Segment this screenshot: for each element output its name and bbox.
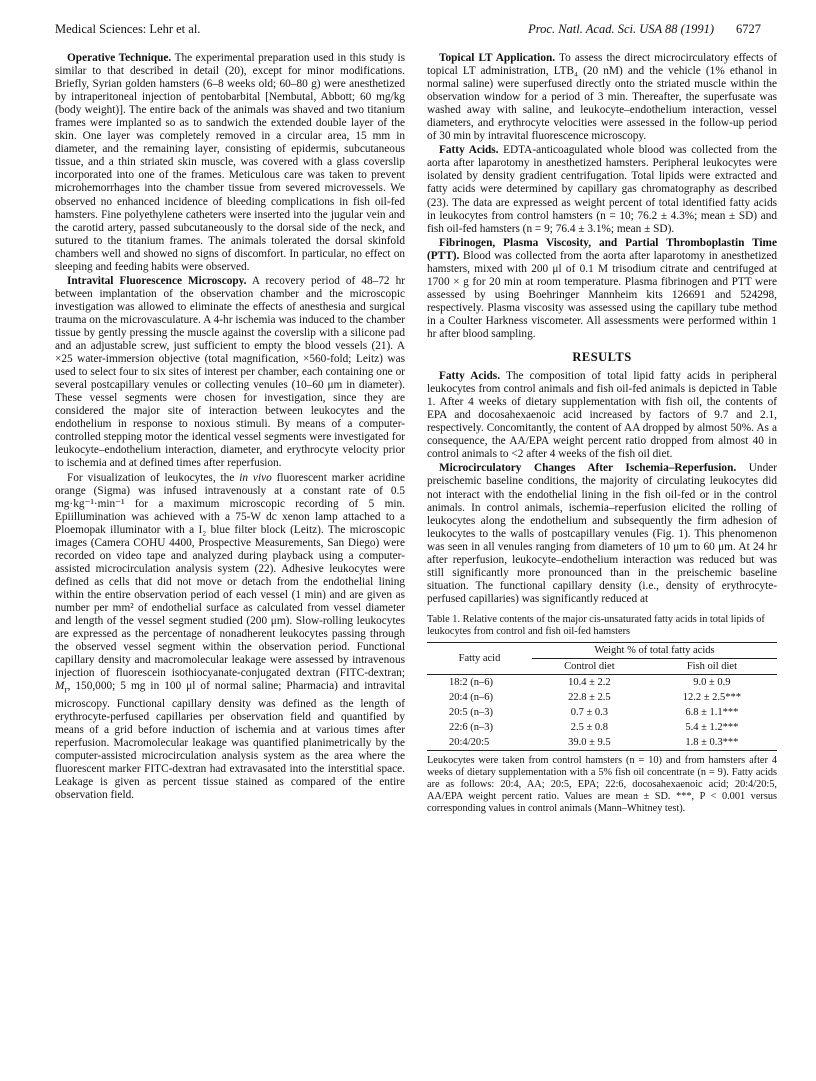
column-header-fatty-acid: Fatty acid <box>458 652 501 664</box>
run-in-heading: Topical LT Application. <box>439 52 556 64</box>
paragraph-text: fluorescent marker acridine orange (Sigma) was infused intravenously at a constant rate of 0.5 mg·kg⁻¹·min⁻¹ for a maximum microscopic recording of 5 min. Epiillumination was achieved with a 75-W dc xenon lamp attached to a Ploemopak illuminator with a I₂ blue filter block (Leitz). The microscopic images (Camera COHU 4400, Prospective Measurements, San Diego) were recorded on video tape and analyzed during playback using a computer-assisted microcirculation analysis system (22). Adhesive leukocytes were defined as cells that did not move or detach from the endothelial lining within the entire observation period of each vessel (1 min) and are given as number per mm² of endothelial surface as calculated from vessel diameter and length of the vessel segment studied (200 μm). Slow-rolling leukocytes are expressed as the percentage of nonadherent leukocytes passing through the observed vessel segment within the observation period. Functional capillary density and macromolecular leakage were assessed by intravenous injection of fluorescein isothiocyanate-conjugated dextran (FITC-dextran; <box>55 471 405 680</box>
paragraph-topical-lt <box>427 52 777 143</box>
page-number: 6727 <box>736 22 761 36</box>
cell-control: 0.7 ± 0.3 <box>570 707 609 719</box>
cell-fatty-acid: 22:6 (n–3) <box>449 722 494 734</box>
paragraph-operative-technique <box>55 52 405 274</box>
cell-control: 10.4 ± 2.2 <box>568 677 611 689</box>
cell-control: 22.8 ± 2.5 <box>568 692 611 704</box>
run-in-heading: Fatty Acids. <box>439 370 501 383</box>
running-head-left: Medical Sciences: Lehr et al. <box>55 22 201 36</box>
table-footnote: Leukocytes were taken from control hamsters (n = 10) and from hamsters after 4 weeks of dietary supplementation with a 5% fish oil concentrate (n = 9). Fatty acids are as follows: 20:4, AA; 20:5, EPA; 22:6, docosahexaenoic acid; 20:4/20:5, AA/EPA weight percent ratio. Values are mean ± SD. ***, P < 0.001 versus corresponding values in control animals (Mann–Whitney test). <box>427 755 777 815</box>
run-in-heading: Microcirculatory Changes After Ischemia–Reperfusion. <box>439 462 737 475</box>
table-caption: Table 1. Relative contents of the major cis-unsaturated fatty acids in total lipids of leukocytes from control and fish oil-fed hamsters <box>427 613 765 637</box>
cell-fish-oil: 5.4 ± 1.2*** <box>685 722 739 734</box>
paragraph-text: The composition of total lipid fatty acids in peripheral leukocytes from control animals and fish oil-fed animals is depicted in Table 1. After 4 weeks of dietary supplementation with fish oil, the contents of EPA and docosahexaenoic acid increased by factors of 9.7 and 2.1, respectively. Concomitantly, the content of AA dropped by almost 50%. As a consequence, the AA/EPA weight percent ratio dropped from almost 40 in control animals to <2 after 4 weeks of the fish oil diet. <box>427 370 777 461</box>
run-in-heading: Fibrinogen, Plasma Viscosity, and Partial Thromboplastin Time (PTT). <box>427 236 777 262</box>
column-group-header: Weight % of total fatty acids <box>532 642 777 658</box>
paragraph-text: To assess the direct microcirculatory effects of topical LT administration, LTB₄ (20 nM) and the vehicle (1% ethanol in normal saline) were superfused directly onto the striated muscle within the observation window for a period of 3 min. Thereafter, the superfusate was washed away with saline, and leukocyte–endothelium interaction, vessel diameters, and erythrocyte velocities were assessed in the follow-up period of 30 min by intravital fluorescence microscopy. <box>427 52 777 143</box>
paragraph-text: , 150,000; 5 mg in 100 μl of normal saline; Pharmacia) and intravital microscopy. Functional capillary density was defined as the length of erythrocyte-perfused capillaries per observation field and quantified by means of a grid before induction of ischemia and at various times after reperfusion. Macromolecular leakage was quantified planimetrically by the computer-assisted microcirculation analysis system as the area where the fluorescent marker FITC-dextran had extravasated into the interstitial space. Leakage is given as percent tissue stained as compared of the entire observation field. <box>55 680 405 801</box>
page-header <box>55 22 761 38</box>
paragraph-text: Blood was collected from the aorta after laparotomy in anesthetized hamsters, mixed with 200 μl of 0.1 M trisodium citrate and centrifuged at 1700 × g for 20 min at room temperature. Plasma fibrinogen and PTT were assessed by using Boehringer Mannheim kits 126691 and 524298, respectively. Plasma viscosity was assessed using the capillary tube method in a Coulter Harkness viscometer. All assessments were performed within 1 hr after blood sampling. <box>427 249 778 340</box>
cell-fish-oil: 6.8 ± 1.1*** <box>685 707 739 719</box>
run-in-heading: Fatty Acids. <box>439 144 499 157</box>
running-head-right <box>528 22 761 37</box>
section-heading-results: RESULTS <box>572 350 632 365</box>
paragraph-leukocyte-visualization <box>55 472 405 802</box>
table-row <box>427 690 777 705</box>
run-in-heading: Intravital Fluorescence Microscopy. <box>67 274 247 287</box>
cell-fatty-acid: 20:4/20:5 <box>449 737 490 749</box>
paragraph-microcirculatory-changes <box>427 462 777 606</box>
table-row <box>427 675 777 691</box>
table-row <box>427 705 777 720</box>
paragraph-fatty-acids-results <box>427 370 777 461</box>
fatty-acid-table <box>427 642 777 751</box>
cell-fatty-acid: 20:5 (n–3) <box>449 707 494 719</box>
column-header-control: Control diet <box>564 660 615 672</box>
table-row <box>427 720 777 735</box>
table-header-row <box>427 642 777 658</box>
paragraph-text: EDTA-anticoagulated whole blood was collected from the aorta after laparotomy in anesthetized hamsters. Peripheral leukocytes were isolated by density gradient centrifugation. Total lipids were extracted and fatty acids were determined by capillary gas chromatography as described (23). The data are expressed as weight percent of total identified fatty acids in leukocytes from control hamsters (n = 10; 76.2 ± 4.3%; mean ± SD) and fish oil-fed hamsters (n = 9; 76.4 ± 3.1%; mean ± SD). <box>427 144 777 235</box>
paragraph-fibrinogen <box>427 237 777 341</box>
paragraph-text: A recovery period of 48–72 hr between implantation of the observation chamber and the microscopic investigation was allowed to eliminate the effects of anesthesia and surgical trauma on the microvasculature. A 4-hr ischemia was induced to the chamber tissue by gently pressing the muscle against the coverslip with a silicone pad and an adjustable screw, just sufficient to empty the blood vessels (21). A ×25 water-immersion objective (total magnification, ×560-fold; Leitz) was used to select four to six sites of interest per chamber, each containing one or several postcapillary venules or collecting venules (10–60 μm in diameter). These vessel segments were chosen for investigation, since they are considered the major site of interaction between leukocytes and the endothelium in response to noxious stimuli. By means of a computer-controlled stepping motor the identical vessel segments were investigated for leukocyte–endothelium interaction, diameter, and erythrocyte velocity prior to ischemia and at defined times after reperfusion. <box>55 274 406 470</box>
mr-symbol: M <box>55 680 65 693</box>
left-column <box>55 52 405 803</box>
paragraph-intravital-microscopy <box>55 275 405 471</box>
cell-fish-oil: 12.2 ± 2.5*** <box>682 692 742 704</box>
journal-citation: Proc. Natl. Acad. Sci. USA 88 (1991) <box>528 22 714 36</box>
right-column <box>427 52 777 815</box>
run-in-heading: Operative Technique. <box>67 52 172 64</box>
cell-fish-oil: 1.8 ± 0.3*** <box>685 737 739 749</box>
in-vivo-term: in vivo <box>239 471 272 484</box>
column-header-fish-oil: Fish oil diet <box>686 660 737 672</box>
cell-fatty-acid: 18:2 (n–6) <box>449 677 494 689</box>
cell-fatty-acid: 20:4 (n–6) <box>449 692 494 704</box>
cell-fish-oil: 9.0 ± 0.9 <box>693 677 731 689</box>
paragraph-fatty-acids-methods <box>427 144 777 235</box>
paragraph-text: For visualization of leukocytes, the <box>67 471 240 484</box>
cell-control: 2.5 ± 0.8 <box>570 722 609 734</box>
mr-subscript: r <box>64 685 68 696</box>
paragraph-text: The experimental preparation used in this study is similar to that described in detail (20), except for minor modifications. Briefly, Syrian golden hamsters (6–8 weeks old; 60–80 g) were anesthetized by intraperitoneal injection of pentobarbital [Nembutal, Abbott; 60 mg/kg (body weight)]. The entire back of the animals was shaved and two titanium frames were implanted so as to sandwich the extended double layer of the skin. One layer was completely removed in a circular area, 15 mm in diameter, and the remaining layer, consisting of epidermis, subcutaneous tissue, and a thin striated skin muscle, was covered with a glass coverslip incorporated into one of the frames. Meticulous care was taken to prevent microhemorrhages into the chamber tissue from severed microvessels. We observed no enhanced incidence of bleeding complications in fish oil-fed hamsters. Fine polyethylene catheters were inserted into the jugular vein and the carotid artery, passed subcutaneously to the dorsal side of the neck, and sutured to the titanium frames. The animals tolerated the dorsal skinfold chambers well and showed no signs of discomfort. In particular, no effect on sleeping and feeding habits were observed. <box>55 52 405 273</box>
cell-control: 39.0 ± 9.5 <box>568 737 611 749</box>
paragraph-text: Under preischemic baseline conditions, the majority of circulating leukocytes did not interact with the endothelial lining in the fish oil-fed or in the control animals. In control animals, ischemia–reperfusion elicited the rolling of leukocytes along the endothelium and subsequently the firm adhesion of leukocytes to the walls of postcapillary venules (Fig. 1). This phenomenon was seen in all venules ranging from diameters of 10 μm to 60 μm. At 24 hr after reperfusion, leukocyte–endothelium interaction was reduced but was still significantly more pronounced than in the preischemic baseline situation. The functional capillary density (i.e., density of erythrocyte-perfused capillaries) was significantly reduced at <box>427 462 777 605</box>
table-row <box>427 735 777 751</box>
